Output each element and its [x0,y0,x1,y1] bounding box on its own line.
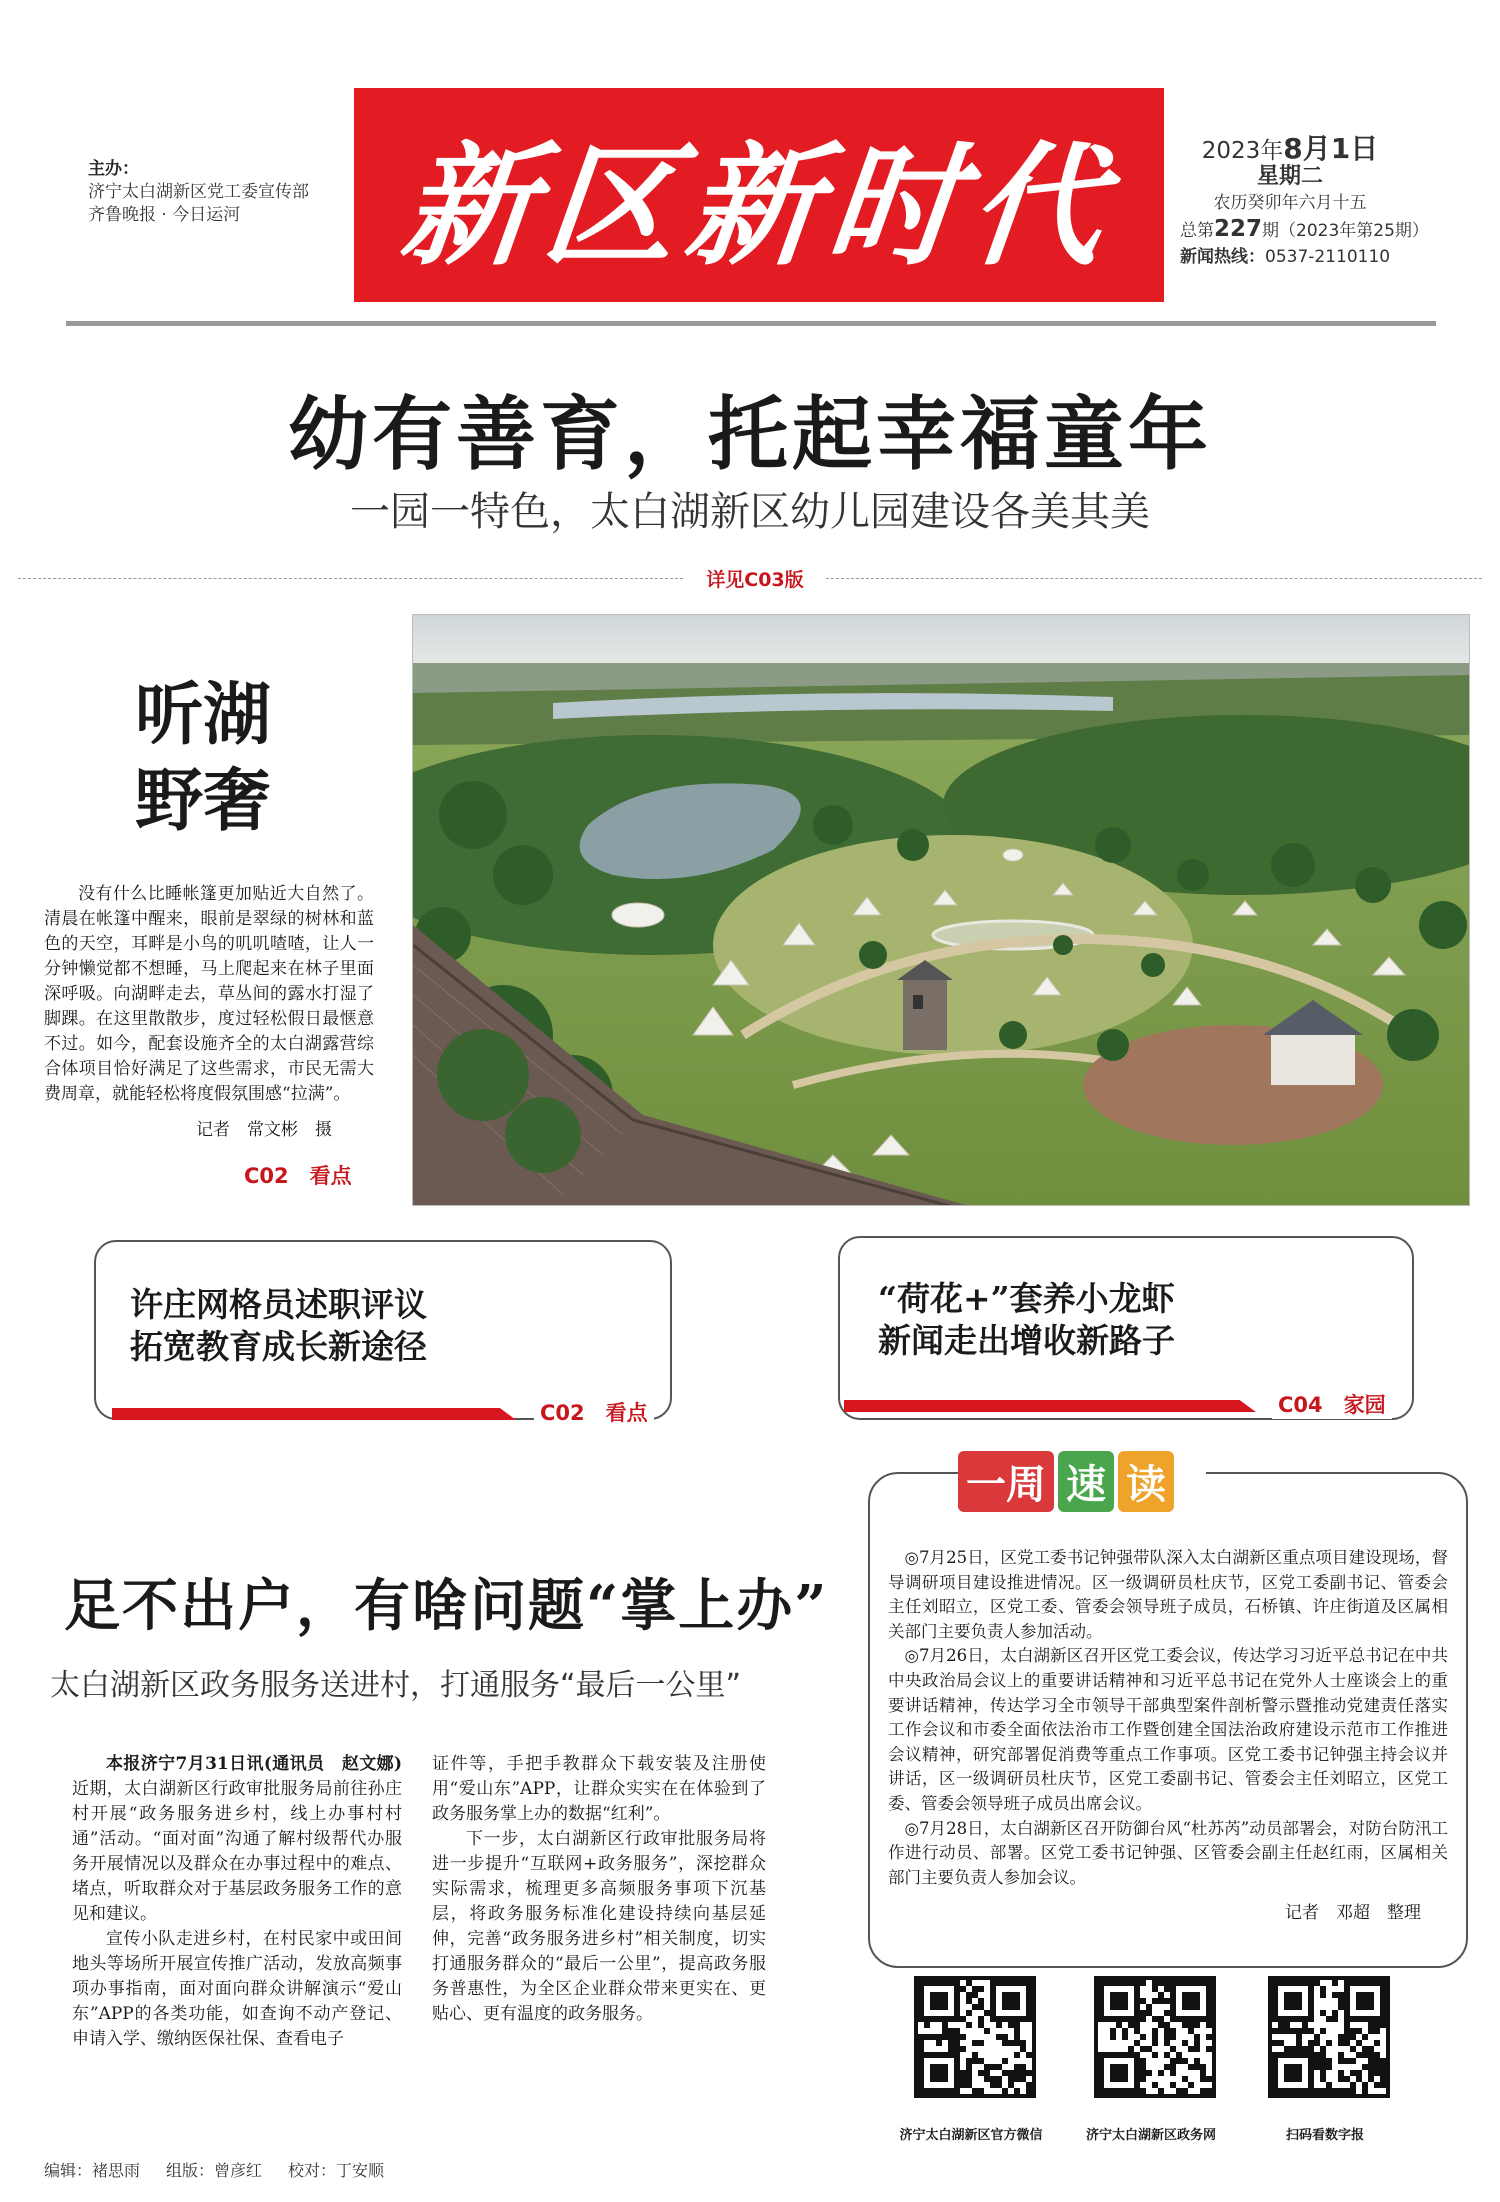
gov-story-dateline: 本报济宁7月31日讯(通讯员 赵文娜) [106,1754,402,1774]
hotline-label: 新闻热线： [1180,247,1265,267]
weekday: 星期二 [1256,164,1323,189]
qr-code-wechat[interactable] [914,1976,1036,2098]
promo-left-line-1: 许庄网格员述职评议 [130,1285,427,1324]
date-block [1180,132,1480,270]
badge-char-1: 一周 [958,1451,1054,1512]
landscape-image [413,615,1470,1206]
qr-pattern-icon [1272,1980,1386,2094]
lead-subhead: 一园一特色，太白湖新区幼儿园建设各美其美 [350,489,1150,535]
promo-right-line-1: “荷花+”套养小龙虾 [878,1279,1175,1318]
promo-left-title [130,1284,427,1368]
promo-right-title [878,1278,1175,1362]
gov-story-col1-p1: 近期，太白湖新区行政审批服务局前往孙庄村开展“政务服务进乡村，线上办事村村通”活动。“面对面”沟通了解村级帮代办服务开展情况以及群众在办事过程中的难点、堵点，听取群众对于基层政务服务工作的意见和建议。 [72,1779,402,1924]
promo-right-line-2: 新闻走出增收新路子 [878,1321,1175,1360]
gov-story-headline[interactable]: 足不出户，有啥问题“掌上办” [64,1573,829,1639]
badge-char-2: 速 [1058,1451,1114,1512]
gov-story-column-1 [72,1752,402,2052]
gov-story-subhead: 太白湖新区政务服务送进村，打通服务“最后一公里” [50,1668,742,1703]
badge-char-3: 读 [1118,1451,1174,1512]
promo-left-red-bar [112,1408,516,1420]
qr-caption-digital-paper: 扫码看数字报 [1285,2128,1364,2143]
weekly-item-1: ◎7月25日，区党工委书记钟强带队深入太白湖新区重点项目建设现场，督导调研项目建设推进情况。区一级调研员杜庆节，区党工委副书记、管委会主任刘昭立，区党工委、管委会领导班子成员，石桥镇、许庄街道及区属相关部门主要负责人参加活动。 [888,1548,1448,1641]
issue-number: 227 [1214,216,1263,242]
gov-story-column-2 [432,1752,766,2027]
qr-code-gov-site[interactable] [1094,1976,1216,2098]
lunar-date: 农历癸卯年六月十五 [1213,193,1367,213]
lake-title-line-2: 野奢 [135,761,272,841]
qr-code-digital-paper[interactable] [1268,1976,1390,2098]
footer-proof: 校对：丁安顺 [288,2161,385,2180]
weekly-digest-credit: 记者 邓超 整理 [1285,1903,1421,1923]
lead-headline[interactable]: 幼有善育，托起幸福童年 [288,387,1212,481]
gov-story-col1-p2: 宣传小队走进乡村，在村民家中或田间地头等场所开展宣传推广活动，发放高频事项办事指南，面对面向群众讲解演示“爱山东”APP的各类功能，如查询不动产登记、申请入学、缴纳医保社保、查看电子 [72,1929,402,2049]
divider-right [826,578,1482,579]
lake-story-page-tag[interactable]: C02 看点 [244,1164,352,1188]
weekly-digest-badge [958,1451,1206,1509]
lake-story-credit: 记者 常文彬 摄 [196,1120,332,1140]
footer-editor: 编辑：褚思雨 [44,2161,141,2180]
promo-box-left[interactable] [94,1240,672,1425]
lake-title-line-1: 听湖 [135,675,272,755]
promo-right-red-bar [844,1400,1256,1412]
divider-left [18,578,683,579]
footer-credits [44,2158,410,2181]
campground-aerial-photo [412,614,1470,1206]
date-month-day: 8月1日 [1283,132,1379,165]
issue-suffix: 期（2023年第25期） [1262,221,1429,241]
see-more-link[interactable]: 详见C03版 [706,569,804,591]
sponsor-block [88,158,309,227]
hotline-number: 0537-2110110 [1265,247,1391,267]
masthead-title: 新区新时代 [394,129,1121,284]
lake-story-body: 没有什么比睡帐篷更加贴近大自然了。清晨在帐篷中醒来，眼前是翠绿的树林和蓝色的天空，耳畔是小鸟的叽叽喳喳，让人一分钟懒觉都不想睡，马上爬起来在林子里面深呼吸。向湖畔走去，草丛间的露水打湿了脚踝。在这里散散步，度过轻松假日最惬意不过。如今，配套设施齐全的太白湖露营综合体项目恰好满足了这些需求，市民无需大费周章，就能轻松将度假氛围感“拉满”。 [44,884,374,1104]
promo-left-line-2: 拓宽教育成长新途径 [130,1327,427,1366]
gov-story-col2-p2: 下一步，太白湖新区行政审批服务局将进一步提升“互联网+政务服务”，深挖群众实际需求，梳理更多高频服务事项下沉基层，将政务服务标准化建设持续向基层延伸，完善“政务服务进乡村”相关制度，切实打通服务群众的“最后一公里”，提高政务服务普惠性，为全区企业群众带来更实在、更贴心、更有温度的政务服务。 [432,1829,766,2024]
weekly-item-2: ◎7月26日，太白湖新区召开区党工委会议，传达学习习近平总书记在中共中央政治局会议上的重要讲话精神和习近平总书记在党外人士座谈会上的重要讲话精神，传达学习全市领导干部典型案件剖析警示暨推动党建责任落实工作会议和市委全面依法治市工作暨创建全国法治政府建设示范市工作推进会议精神，研究部署促消费等重点工作事项。区党工委书记钟强主持会议并讲话，区一级调研员杜庆节，区党工委副书记、管委会主任刘昭立，区党工委、管委会领导班子成员出席会议。 [888,1646,1448,1813]
lake-story-title[interactable] [135,672,271,844]
qr-caption-gov-site: 济宁太白湖新区政务网 [1085,2128,1216,2143]
footer-layout: 组版：曾彦红 [166,2161,263,2180]
weekly-item-3: ◎7月28日，太白湖新区召开防御台风“杜苏芮”动员部署会，对防台防汛工作进行动员、部署。区党工委书记钟强、区管委会副主任赵红雨，区属相关部门主要负责人参加会议。 [888,1818,1448,1887]
sponsor-label: 主办： [88,159,139,179]
gov-story-col2-p1: 证件等，手把手教群众下载安装及注册使用“爱山东”APP，让群众实实在在体验到了政务服务掌上办的数据“红利”。 [432,1754,766,1824]
sponsor-line-2: 齐鲁晚报 · 今日运河 [88,205,241,225]
masthead-rule [66,321,1436,326]
qr-pattern-icon [1098,1980,1212,2094]
promo-box-right[interactable] [838,1236,1414,1420]
weekly-digest-body [888,1546,1448,1890]
qr-pattern-icon [918,1980,1032,2094]
masthead-logo [354,88,1164,302]
sponsor-line-1: 济宁太白湖新区党工委宣传部 [88,182,309,202]
promo-left-page-tag[interactable]: C02 看点 [534,1397,654,1427]
date-year: 2023年 [1201,138,1284,164]
qr-caption-wechat: 济宁太白湖新区官方微信 [899,2128,1043,2143]
promo-right-page-tag[interactable]: C04 家园 [1272,1389,1392,1419]
issue-prefix: 总第 [1180,221,1214,241]
